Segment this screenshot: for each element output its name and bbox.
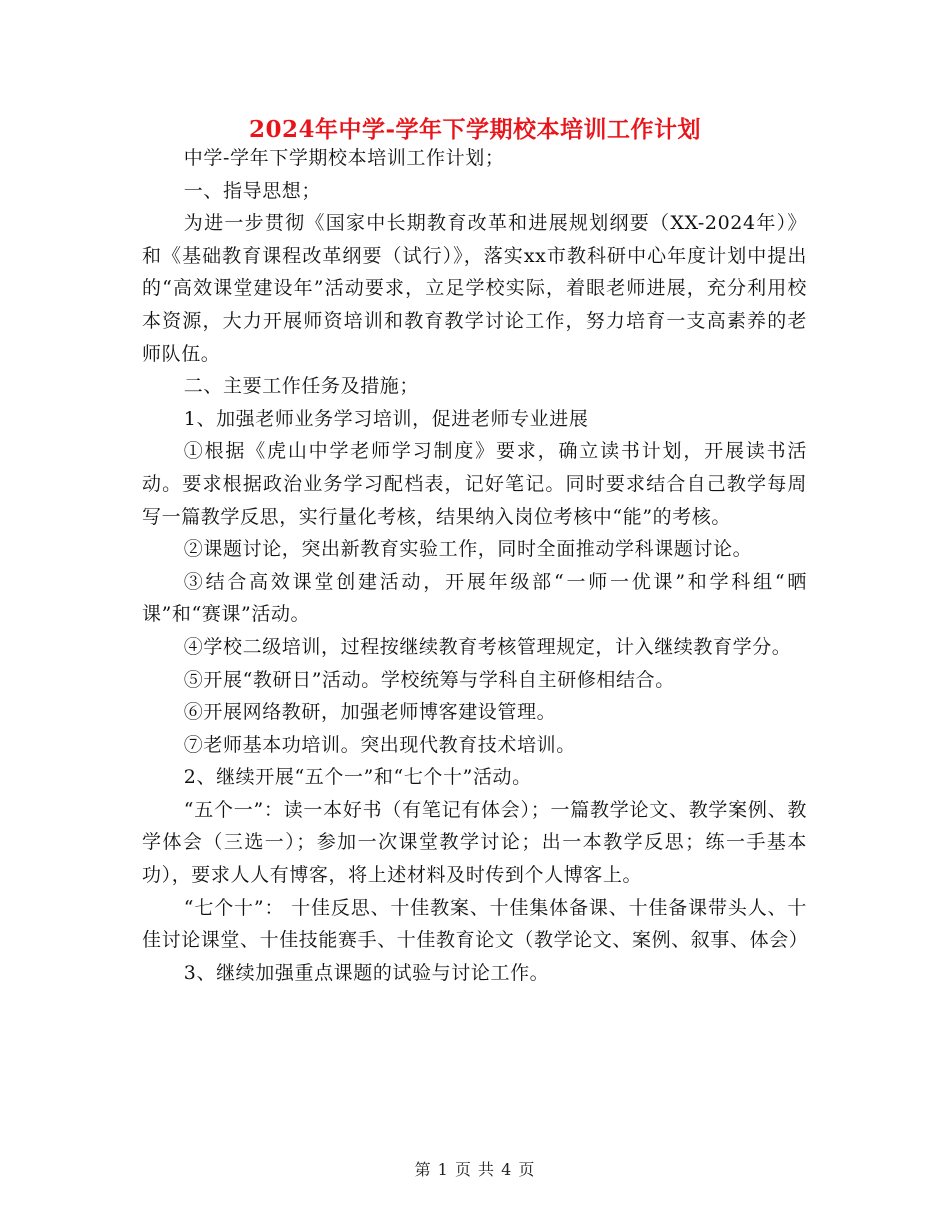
list-item-3: ③结合高效课堂创建活动，开展年级部“一师一优课”和学科组“晒课”和“赛课”活动。 (142, 570, 807, 626)
subheading-activities: 2、继续开展“五个一”和“七个十”活动。 (183, 766, 532, 789)
list-item-1: ①根据《虎山中学老师学习制度》要求，确立读书计划，开展读书活动。要求根据政治业务学习配档表，记好笔记。同时要求结合自己教学每周写一篇教学反思，实行量化考核，结果纳入岗位考核中“能”的考核。 (142, 440, 807, 528)
paragraph-seven-tens: “七个十”： 十佳反思、十佳教案、十佳集体备课、十佳备课带头人、十佳讨论课堂、十佳技能赛手、十佳教育论文（教学论文、案例、叙事、体会） (142, 896, 809, 952)
page-footer: 第 1 页 共 4 页 (414, 1160, 536, 1179)
list-item-7: ⑦老师基本功培训。突出现代教育技术培训。 (183, 733, 576, 756)
paragraph-subtitle: 中学-学年下学期校本培训工作计划； (183, 147, 505, 169)
list-item-4: ④学校二级培训，过程按继续教育考核管理规定，计入继续教育学分。 (183, 635, 792, 658)
paragraph-guiding-ideology: 为进一步贯彻《国家中长期教育改革和进展规划纲要（XX-2024年）》和《基础教育课程改革纲要（试行）》，落实xx市教科研中心年度计划中提出的“高效课堂建设年”活动要求，立足学校实际，着眼老师进展，充分利用校本资源，大力开展师资培训和教育教学讨论工作，努力培育一支高素养的老师队伍。 (142, 212, 807, 365)
heading-guiding-ideology: 一、指导思想； (183, 179, 321, 202)
document-title: 2024年中学-学年下学期校本培训工作计划 (248, 116, 702, 143)
list-item-5: ⑤开展“教研日”活动。学校统筹与学科自主研修相结合。 (183, 668, 675, 691)
subheading-teacher-training: 1、加强老师业务学习培训，促进老师专业进展 (183, 407, 589, 430)
subheading-key-research: 3、继续加强重点课题的试验与讨论工作。 (183, 961, 550, 984)
list-item-2: ②课题讨论，突出新教育实验工作，同时全面推动学科课题讨论。 (183, 538, 753, 561)
document-body (142, 142, 807, 989)
heading-main-tasks: 二、主要工作任务及措施； (183, 375, 419, 398)
paragraph-five-ones: “五个一”：读一本好书（有笔记有体会）；一篇教学论文、教学案例、教学体会（三选一）；参加一次课堂教学讨论；出一本教学反思；练一手基本功），要求人人有博客，将上述材料及时传到个人博客上。 (142, 798, 807, 887)
list-item-6: ⑥开展网络教研，加强老师博客建设管理。 (183, 701, 557, 724)
